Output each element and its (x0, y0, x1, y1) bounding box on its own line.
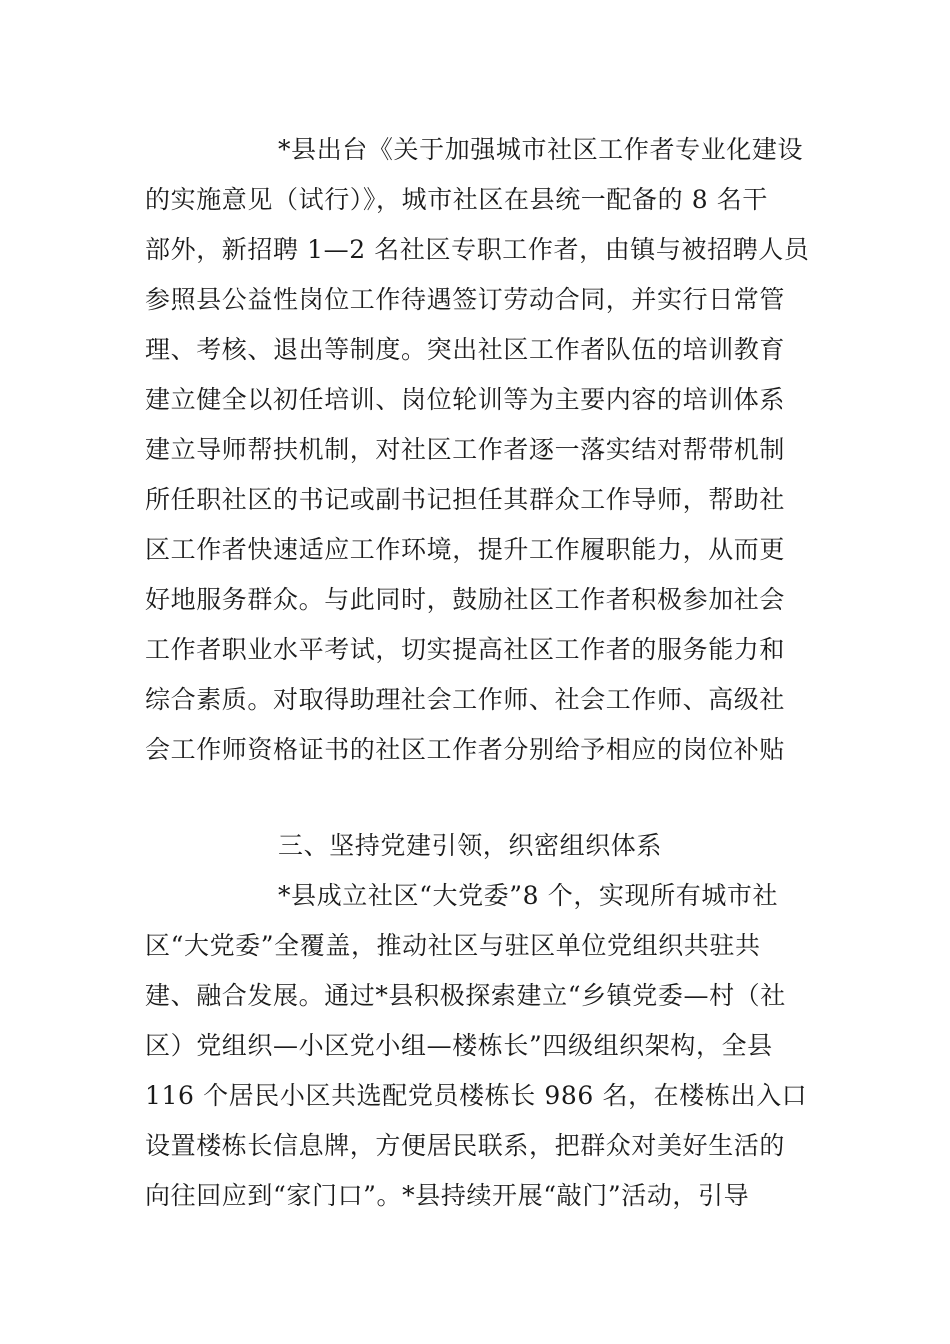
paragraph-2-line-1: *县成立社区“大党委”8 个，实现所有城市社 (278, 881, 779, 910)
paragraph-2-line-5: 116 个居民小区共选配党员楼栋长 986 名，在楼栋出入口 (145, 1081, 808, 1110)
paragraph-2-line-7: 向往回应到“家门口”。*县持续开展“敲门”活动，引导 (145, 1181, 750, 1210)
paragraph-1-line-11: 工作者职业水平考试，切实提高社区工作者的服务能力和 (145, 635, 786, 664)
paragraph-1-line-13: 会工作师资格证书的社区工作者分别给予相应的岗位补贴 (145, 735, 786, 764)
paragraph-1-line-12: 综合素质。对取得助理社会工作师、社会工作师、高级社 (145, 685, 786, 714)
section-heading: 三、坚持党建引领，织密组织体系 (278, 831, 663, 860)
paragraph-1-line-4: 参照县公益性岗位工作待遇签订劳动合同，并实行日常管 (145, 285, 786, 314)
paragraph-1-line-5: 理、考核、退出等制度。突出社区工作者队伍的培训教育 (145, 335, 786, 364)
paragraph-2-line-6: 设置楼栋长信息牌，方便居民联系，把群众对美好生活的 (145, 1131, 786, 1160)
paragraph-1-line-6: 建立健全以初任培训、岗位轮训等为主要内容的培训体系 (145, 385, 786, 414)
paragraph-2-line-4: 区）党组织—小区党小组—楼栋长”四级组织架构，全县 (145, 1031, 773, 1060)
paragraph-1-line-1: *县出台《关于加强城市社区工作者专业化建设 (278, 135, 804, 164)
paragraph-1-line-7: 建立导师帮扶机制，对社区工作者逐一落实结对帮带机制 (145, 435, 786, 464)
paragraph-1-line-8: 所任职社区的书记或副书记担任其群众工作导师，帮助社 (145, 485, 786, 514)
paragraph-1-line-10: 好地服务群众。与此同时，鼓励社区工作者积极参加社会 (145, 585, 786, 614)
paragraph-2-line-3: 建、融合发展。通过*县积极探索建立“乡镇党委—村（社 (145, 981, 786, 1010)
paragraph-1-line-2: 的实施意见（试行）》，城市社区在县统一配备的 8 名干 (145, 185, 769, 214)
paragraph-1-line-9: 区工作者快速适应工作环境，提升工作履职能力，从而更 (145, 535, 786, 564)
paragraph-2-line-2: 区“大党委”全覆盖，推动社区与驻区单位党组织共驻共 (145, 931, 761, 960)
paragraph-1-line-3: 部外，新招聘 1—2 名社区专职工作者，由镇与被招聘人员 (145, 235, 810, 264)
